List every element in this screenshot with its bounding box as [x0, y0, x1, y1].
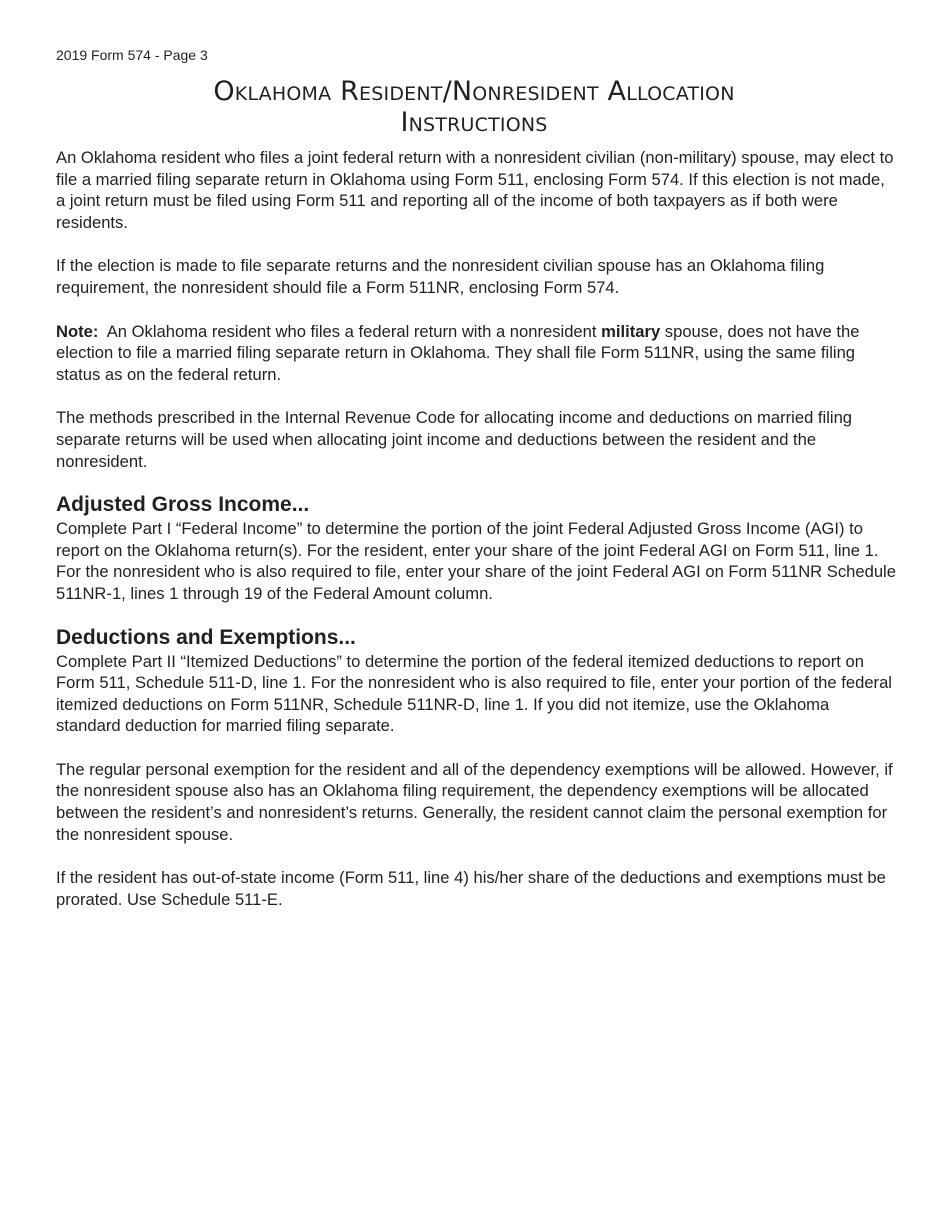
document-title-line-2: Instructions [400, 107, 548, 138]
note-military-emphasis: military [601, 321, 661, 341]
intro-paragraph-joint-return: An Oklahoma resident who files a joint federal return with a nonresident civilian (non-military) spouse, may elect to file a married filing separate return in Oklahoma using Form 511, enclosing Form 574. If this election is not made, a joint return must be filed using Form 511 and reporting all of the income of both taxpayers as if both were residents. [56, 148, 894, 232]
document-title-line-1: Oklahoma Resident/Nonresident Allocation [213, 76, 735, 107]
section-heading-deductions-exemptions: Deductions and Exemptions... [56, 625, 356, 649]
section-heading-adjusted-gross-income: Adjusted Gross Income... [56, 493, 310, 517]
note-label: Note: [56, 321, 99, 341]
note-text-part-1: An Oklahoma resident who files a federal return with a nonresident [106, 321, 597, 341]
intro-paragraph-separate-returns: If the election is made to file separate returns and the nonresident civilian spouse has an Oklahoma filing requirement, the nonresident should file a Form 511NR, enclosing Form 574. [56, 256, 825, 297]
deductions-paragraph-itemized: Complete Part II “Itemized Deductions” to determine the portion of the federal itemized deductions to report on Form 511, Schedule 511-D, line 1. For the nonresident who is also required to file, enter your portion of the federal itemized deductions on Form 511NR, Schedule 511NR-D, line 1. If you did not itemize, use the Oklahoma standard deduction for married filing separate. [56, 651, 892, 736]
instructions-body [56, 147, 896, 910]
page-header-label: 2019 Form 574 - Page 3 [56, 47, 208, 63]
deductions-paragraph-out-of-state: If the resident has out-of-state income (Form 511, line 4) his/her share of the deductions and exemptions must be prorated. Use Schedule 511-E. [56, 868, 886, 909]
note-text-part-2: spouse, does not have the election to file a married filing separate return in Oklahoma. They shall file Form 511NR, using the same filing status as on the federal return. [56, 321, 860, 384]
intro-paragraph-allocation-methods: The methods prescribed in the Internal Revenue Code for allocating income and deductions on married filing separate returns will be used when allocating joint income and deductions between the resident and the nonresident. [56, 408, 853, 471]
note-paragraph [56, 321, 896, 386]
agi-paragraph: Complete Part I “Federal Income” to determine the portion of the joint Federal Adjusted Gross Income (AGI) to report on the Oklahoma return(s). For the resident, enter your share of the joint Federal AGI on Form 511, line 1. For the nonresident who is also required to file, enter your share of the joint Federal AGI on Form 511NR Schedule 511NR-1, lines 1 through 19 of the Federal Amount column. [56, 519, 896, 603]
document-title [56, 76, 892, 138]
deductions-paragraph-exemptions: The regular personal exemption for the resident and all of the dependency exemptions will be allowed. However, if the nonresident spouse also has an Oklahoma filing requirement, the dependency exemptions will be allocated between the resident’s and nonresident’s returns. Generally, the resident cannot claim the personal exemption for the nonresident spouse. [56, 759, 893, 844]
